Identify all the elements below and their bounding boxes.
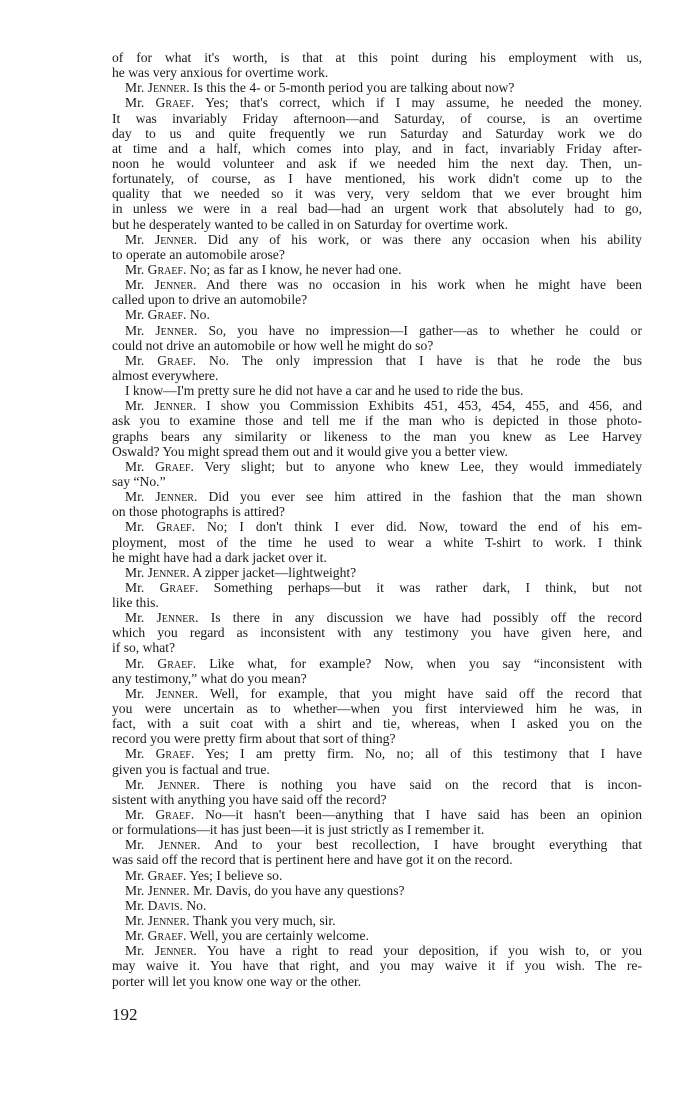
line-text: if so, what?	[112, 640, 176, 656]
line-text: was said off the record that is pertinent here and have got it on the record.	[112, 852, 513, 868]
text-line	[112, 762, 642, 777]
line-text: Well, for example, that you might have said off the record that	[209, 685, 642, 701]
line-text: he was very anxious for overtime work.	[112, 65, 329, 81]
speaker-title: Mr.	[125, 231, 145, 247]
speaker-name: Jenner.	[147, 564, 190, 580]
speaker-title: Mr.	[125, 610, 145, 626]
speaker-name: Jenner.	[156, 685, 199, 701]
line-text: No—it hasn't been—anything that I have said has been an opinion	[205, 807, 643, 823]
line-text: day to us and quite frequently we run Saturday and Saturday work we do	[112, 125, 642, 141]
text-line	[112, 292, 642, 307]
line-text: There is nothing you have said on the record that is incon-	[213, 776, 642, 792]
line-text: in unless we were in a real bad—had an urgent work that absolutely had to go,	[112, 201, 642, 217]
speaker-name: Graef.	[157, 352, 197, 368]
speaker-title: Mr.	[125, 746, 145, 762]
speaker-title: Mr.	[125, 307, 145, 323]
text-line	[112, 852, 642, 867]
text-line	[112, 580, 642, 595]
line-text: No; I don't think I ever did. Now, toward the end of his em-	[206, 519, 642, 535]
line-text: Is this the 4- or 5-month period you are talking about now?	[193, 80, 515, 96]
testimony-paragraph	[112, 898, 642, 913]
testimony-paragraph	[112, 883, 642, 898]
speaker-title: Mr.	[125, 322, 145, 338]
text-line	[112, 156, 642, 171]
text-line	[112, 898, 642, 913]
text-line	[112, 80, 642, 95]
line-text: No.	[186, 897, 207, 913]
testimony-paragraph	[112, 656, 642, 686]
speaker-name: Jenner.	[158, 837, 201, 853]
speaker-name: Jenner.	[147, 913, 190, 929]
text-line	[112, 65, 642, 80]
text-line	[112, 958, 642, 973]
text-line	[112, 186, 642, 201]
line-text: No. The only impression that I have is that he rode the bus	[209, 352, 642, 368]
text-line	[112, 95, 642, 110]
text-line	[112, 126, 642, 141]
line-text: say “No.”	[112, 473, 166, 489]
line-text: A zipper jacket—lightweight?	[192, 564, 357, 580]
transcript-body	[112, 50, 642, 989]
text-line	[112, 353, 642, 368]
testimony-paragraph	[112, 232, 642, 262]
text-line	[112, 792, 642, 807]
speaker-title: Mr.	[125, 458, 145, 474]
line-text: any testimony,” what do you mean?	[112, 670, 307, 686]
text-line	[112, 413, 642, 428]
speaker-name: Jenner.	[155, 489, 198, 505]
speaker-title: Mr.	[125, 398, 145, 414]
text-line	[112, 504, 642, 519]
line-text: Did any of his work, or was there any occasion when his ability	[207, 231, 642, 247]
line-text: called upon to drive an automobile?	[112, 292, 308, 308]
text-line	[112, 489, 642, 504]
text-line	[112, 883, 642, 898]
line-text: you were uncertain as to whether—when you first interviewed him he was, in	[112, 701, 642, 717]
text-line	[112, 262, 642, 277]
text-line	[112, 731, 642, 746]
line-text: noon he would volunteer and ask if we needed him the next day. Then, un-	[112, 155, 642, 171]
testimony-paragraph	[112, 95, 642, 231]
speaker-name: Graef.	[155, 807, 195, 823]
speaker-title: Mr.	[125, 807, 145, 823]
text-line	[112, 807, 642, 822]
line-text: No.	[189, 307, 210, 323]
text-line	[112, 307, 642, 322]
text-line	[112, 625, 642, 640]
text-line	[112, 277, 642, 292]
text-line	[112, 777, 642, 792]
line-text: Did you ever see him attired in the fashion that the man shown	[208, 489, 642, 505]
text-line	[112, 444, 642, 459]
speaker-title: Mr.	[125, 837, 145, 853]
testimony-paragraph	[112, 80, 642, 95]
text-line	[112, 217, 642, 232]
speaker-name: Jenner.	[154, 398, 197, 414]
line-text: ask you to examine those and tell me if the man who is depicted in those photo-	[112, 413, 642, 429]
text-line	[112, 746, 642, 761]
speaker-title: Mr.	[125, 519, 145, 535]
speaker-title: Mr.	[125, 95, 145, 111]
line-text: Is there in any discussion we have had possibly off the record	[210, 610, 643, 626]
speaker-title: Mr.	[125, 564, 145, 580]
text-line	[112, 974, 642, 989]
line-text: sistent with anything you have said off the record?	[112, 791, 387, 807]
testimony-paragraph	[112, 928, 642, 943]
speaker-title: Mr.	[125, 776, 145, 792]
speaker-name: Graef.	[155, 95, 195, 111]
testimony-paragraph	[112, 307, 642, 322]
line-text: fortunately, of course, as I have mentioned, his work didn't come up to the	[112, 171, 642, 187]
testimony-paragraph	[112, 686, 642, 747]
page-number: 192	[112, 1005, 138, 1024]
line-text: I know—I'm pretty sure he did not have a car and he used to ride the bus.	[125, 383, 524, 399]
testimony-paragraph	[112, 398, 642, 459]
speaker-name: Graef.	[147, 307, 187, 323]
text-line	[112, 822, 642, 837]
speaker-name: Graef.	[147, 867, 187, 883]
text-line	[112, 535, 642, 550]
testimony-paragraph	[112, 746, 642, 776]
speaker-title: Mr.	[125, 655, 145, 671]
line-text: I show you Commission Exhibits 451, 453, 454, 455, and 456, and	[206, 398, 643, 414]
line-text: on those photographs is attired?	[112, 504, 285, 520]
speaker-name: Jenner.	[155, 322, 198, 338]
speaker-title: Mr.	[125, 261, 145, 277]
text-line	[112, 671, 642, 686]
line-text: ployment, most of the time he used to wear a white T-shirt to work. I think	[112, 534, 642, 550]
testimony-paragraph	[112, 459, 642, 489]
line-text: Thank you very much, sir.	[192, 913, 336, 929]
text-line	[112, 368, 642, 383]
speaker-title: Mr.	[125, 489, 145, 505]
testimony-paragraph	[112, 565, 642, 580]
testimony-paragraph	[112, 323, 642, 353]
testimony-paragraph	[112, 868, 642, 883]
speaker-title: Mr.	[125, 882, 145, 898]
text-line	[112, 201, 642, 216]
speaker-title: Mr.	[125, 928, 145, 944]
text-line	[112, 429, 642, 444]
text-line	[112, 474, 642, 489]
text-line	[112, 323, 642, 338]
line-text: Oswald? You might spread them out and it would give you a better view.	[112, 443, 508, 459]
speaker-title: Mr.	[125, 867, 145, 883]
text-line	[112, 141, 642, 156]
line-text: Like what, for example? Now, when you say “inconsistent with	[209, 655, 643, 671]
speaker-name: Jenner.	[147, 80, 190, 96]
speaker-name: Jenner.	[155, 231, 198, 247]
text-line	[112, 459, 642, 474]
line-text: at time and a half, which comes into play, and in fact, invariably Friday after-	[112, 140, 642, 156]
text-line	[112, 565, 642, 580]
speaker-name: Graef.	[155, 458, 194, 474]
line-text: Yes; I am pretty firm. No, no; all of this testimony that I have	[205, 746, 642, 762]
line-text: he might have had a dark jacket over it.	[112, 549, 327, 565]
line-text: which you regard as inconsistent with any testimony you have given here, and	[112, 625, 642, 641]
speaker-name: Graef.	[155, 746, 195, 762]
text-line	[112, 837, 642, 852]
text-paragraph	[112, 50, 642, 80]
line-text: Something perhaps—but it was rather dark, I think, but not	[213, 579, 642, 595]
line-text: Well, you are certainly welcome.	[189, 928, 369, 944]
text-line	[112, 50, 642, 65]
testimony-paragraph	[112, 807, 642, 837]
testimony-paragraph	[112, 837, 642, 867]
speaker-title: Mr.	[125, 943, 145, 959]
speaker-title: Mr.	[125, 80, 145, 96]
speaker-name: Jenner.	[147, 882, 190, 898]
testimony-paragraph	[112, 580, 642, 610]
line-text: Yes; I believe so.	[189, 867, 283, 883]
text-line	[112, 595, 642, 610]
text-line	[112, 519, 642, 534]
line-text: porter will let you know one way or the other.	[112, 973, 362, 989]
speaker-name: Davis.	[147, 897, 183, 913]
line-text: No; as far as I know, he never had one.	[189, 261, 402, 277]
text-line	[112, 338, 642, 353]
line-text: You have a right to read your deposition, if you wish to, or you	[206, 943, 642, 959]
speaker-name: Jenner.	[157, 776, 200, 792]
text-line	[112, 716, 642, 731]
speaker-name: Jenner.	[154, 277, 197, 293]
speaker-name: Jenner.	[156, 610, 199, 626]
testimony-paragraph	[112, 777, 642, 807]
line-text: Yes; that's correct, which if I may assume, he needed the money.	[205, 95, 642, 111]
text-line	[112, 928, 642, 943]
text-line	[112, 640, 642, 655]
line-text: And there was no occasion in his work when he might have been	[206, 277, 642, 293]
line-text: almost everywhere.	[112, 367, 219, 383]
line-text: Mr. Davis, do you have any questions?	[193, 882, 405, 898]
line-text: could not drive an automobile or how well he might do so?	[112, 337, 434, 353]
testimony-paragraph	[112, 943, 642, 988]
speaker-name: Graef.	[159, 579, 199, 595]
line-text: to operate an automobile arose?	[112, 246, 285, 262]
line-text: graphs bears any similarity or likeness to the man you knew as Lee Harvey	[112, 428, 642, 444]
text-line	[112, 111, 642, 126]
testimony-paragraph	[112, 489, 642, 519]
line-text: Very slight; but to anyone who knew Lee, they would immediately	[204, 458, 642, 474]
text-line	[112, 550, 642, 565]
testimony-paragraph	[112, 353, 642, 383]
text-line	[112, 686, 642, 701]
text-line	[112, 943, 642, 958]
text-line	[112, 913, 642, 928]
line-text: like this.	[112, 595, 159, 611]
line-text: given you is factual and true.	[112, 761, 270, 777]
line-text: or formulations—it has just been—it is just strictly as I remember it.	[112, 822, 485, 838]
text-paragraph	[112, 383, 642, 398]
line-text: of for what it's worth, is that at this point during his employment with us,	[112, 50, 642, 65]
line-text: may waive it. You have that right, and you may waive it if you wish. The re-	[112, 958, 642, 974]
speaker-name: Graef.	[157, 655, 197, 671]
speaker-name: Graef.	[147, 261, 187, 277]
text-line	[112, 383, 642, 398]
line-text: So, you have no impression—I gather—as to whether he could or	[208, 322, 642, 338]
testimony-paragraph	[112, 262, 642, 277]
testimony-paragraph	[112, 277, 642, 307]
line-text: record you were pretty firm about that sort of thing?	[112, 731, 396, 747]
line-text: It was invariably Friday afternoon—and Saturday, of course, is an overtime	[112, 110, 642, 126]
testimony-paragraph	[112, 610, 642, 655]
text-line	[112, 868, 642, 883]
speaker-title: Mr.	[125, 685, 145, 701]
text-line	[112, 171, 642, 186]
speaker-title: Mr.	[125, 913, 145, 929]
speaker-name: Graef.	[147, 928, 187, 944]
line-text: but he desperately wanted to be called in on Saturday for overtime work.	[112, 216, 508, 232]
line-text: And to your best recollection, I have brought everything that	[214, 837, 642, 853]
speaker-name: Graef.	[156, 519, 196, 535]
line-text: fact, with a suit coat with a shirt and tie, whereas, when I asked you on the	[112, 716, 642, 732]
line-text: quality that we needed so it was very, very seldom that we ever brought him	[112, 186, 642, 202]
text-line	[112, 247, 642, 262]
text-line	[112, 610, 642, 625]
speaker-title: Mr.	[125, 897, 145, 913]
speaker-title: Mr.	[125, 352, 145, 368]
testimony-paragraph	[112, 913, 642, 928]
text-line	[112, 656, 642, 671]
text-line	[112, 398, 642, 413]
text-line	[112, 232, 642, 247]
speaker-title: Mr.	[125, 277, 145, 293]
speaker-name: Jenner.	[154, 943, 197, 959]
speaker-title: Mr.	[125, 579, 145, 595]
text-line	[112, 701, 642, 716]
testimony-paragraph	[112, 519, 642, 564]
